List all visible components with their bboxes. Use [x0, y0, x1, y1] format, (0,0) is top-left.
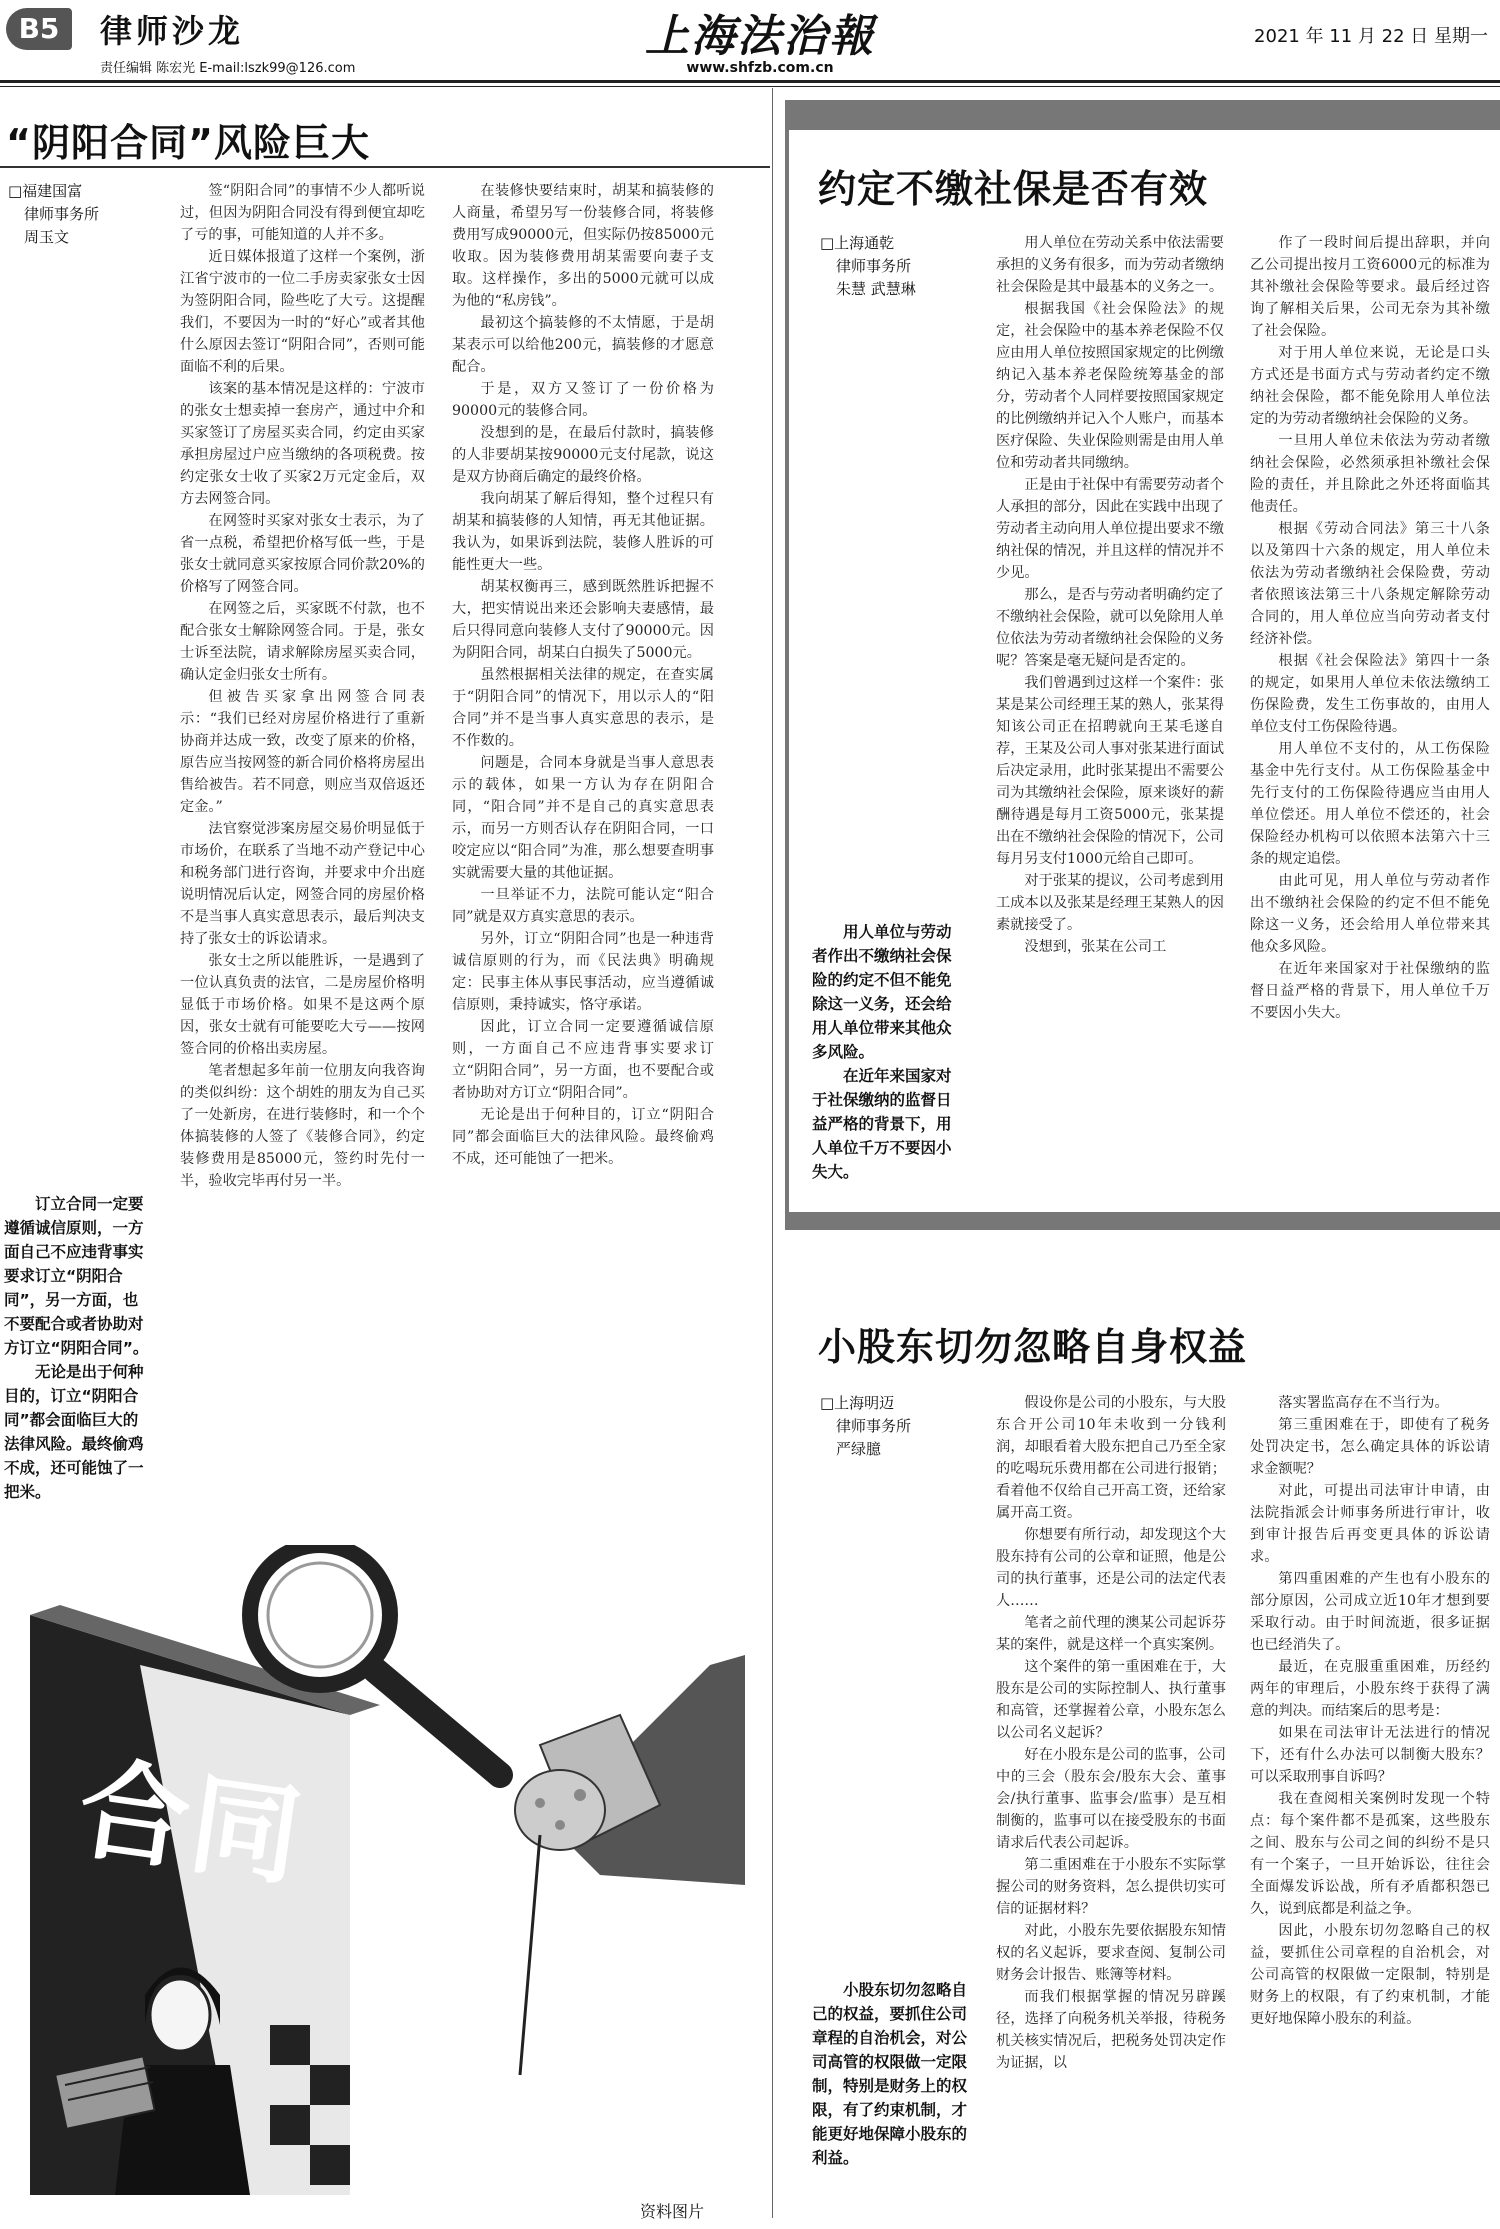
article2-gray-bottom — [785, 1212, 1500, 1230]
paragraph: 无论是出于何种目的，订立“阴阳合同”都会面临巨大的法律风险。最终偷鸡不成，还可能蚀了一把米。 — [452, 1107, 714, 1167]
article3-pull-quote — [812, 1978, 967, 2170]
paragraph: 用人单位不支付的，从工伤保险基金中先行支付。从工伤保险基金中先行支付的工伤保险待遇应当由用人单位偿还。用人单位不偿还的，社会保险经办机构可以依照本法第六十三条的规定追偿。 — [1250, 741, 1490, 867]
paragraph: 对于用人单位来说，无论是口头方式还是书面方式与劳动者约定不缴纳社会保险，都不能免除用人单位法定的为劳动者缴纳社会保险的义务。 — [1250, 345, 1490, 427]
paragraph: 假设你是公司的小股东，与大股东合开公司10年未收到一分钱利润，却眼看着大股东把自己乃至全家的吃喝玩乐费用都在公司进行报销；看着他不仅给自己开高工资，还给家属开高工资。 — [996, 1395, 1226, 1521]
paragraph: 没想到的是，在最后付款时，搞装修的人非要胡某按90000元支付尾款，说这是双方协商后确定的最终价格。 — [452, 425, 714, 485]
paragraph: 一旦举证不力，法院可能认定“阳合同”就是双方真实意思的表示。 — [452, 887, 714, 925]
paragraph: 根据《社会保险法》第四十一条的规定，如果用人单位未依法缴纳工伤保险费，发生工伤事故的，由用人单位支付工伤保险待遇。 — [1250, 653, 1490, 735]
paragraph: 笔者之前代理的澳某公司起诉芬某的案件，就是这样一个真实案例。 — [996, 1615, 1226, 1653]
paragraph: 法官察觉涉案房屋交易价明显低于市场价，在联系了当地不动产登记中心和税务部门进行咨询，并要求中介出庭说明情况后认定，网签合同的房屋价格不是当事人真实意思表示，最后判决支持了张女士的诉讼请求。 — [180, 821, 425, 947]
article3-column-1 — [996, 1392, 1226, 2222]
illustration-contract-text: 合同 — [70, 1743, 311, 1902]
paragraph: 你想要有所行动，却发现这个大股东持有公司的公章和证照，他是公司的执行董事，还是公司的法定代表人…… — [996, 1527, 1226, 1609]
article1-title-rule — [0, 166, 770, 168]
paragraph: 笔者想起多年前一位朋友向我咨询的类似纠纷：这个胡姓的朋友为自己买了一处新房，在进行装修时，和一个个体搞装修的人签了《装修合同》，约定装修费用是85000元，签约时先付一半，验收完毕再付另一半。 — [180, 1063, 425, 1189]
paragraph: 于是，双方又签订了一份价格为90000元的装修合同。 — [452, 381, 714, 419]
paragraph: 一旦用人单位未依法为劳动者缴纳社会保险，必然须承担补缴社会保险的责任，并且除此之外还将面临其他责任。 — [1250, 433, 1490, 515]
paragraph: 因此，订立合同一定要遵循诚信原则，一方面自己不应违背事实要求订立“阴阳合同”，另一方面，也不要配合或者协助对方订立“阴阳合同”。 — [452, 1019, 714, 1101]
article2-gray-bar — [785, 100, 1500, 130]
article2-headline: 约定不缴社保是否有效 — [818, 167, 1209, 211]
pull-quote-paragraph: 小股东切勿忽略自己的权益，要抓住公司章程的自治机会，对公司高管的权限做一定限制，特别是财务上的权限，有了约束机制，才能更好地保障小股东的利益。 — [812, 1981, 968, 2167]
paragraph: 在网签之后，买家既不付款，也不配合张女士解除网签合同。于是，张女士诉至法院，请求解除房屋买卖合同，确认定金归张女士所有。 — [180, 601, 425, 683]
paragraph: 我向胡某了解后得知，整个过程只有胡某和搞装修的人知情，再无其他证据。我认为，如果诉到法院，装修人胜诉的可能性更大一些。 — [452, 491, 714, 573]
author-name: 严绿臆 — [836, 1440, 882, 1458]
article2-byline — [820, 232, 1020, 301]
paragraph: 这个案件的第一重困难在于，大股东是公司的实际控制人、执行董事和高管，还掌握着公章，小股东怎么以公司名义起诉？ — [996, 1659, 1226, 1741]
author-org-2: 律师事务所 — [836, 1417, 912, 1435]
paragraph: 最近，在克服重重困难，历经约两年的审理后，小股东终于获得了满意的判决。而结案后的思考是： — [1250, 1659, 1490, 1719]
paragraph: 问题是，合同本身就是当事人意思表示的载体，如果一方认为存在阴阳合同，“阳合同”并不是自己的真实意思表示，而另一方则否认存在阴阳合同，一口咬定应以“阳合同”为准，那么想要查明事实就需要大量的其他证据。 — [452, 755, 714, 881]
newspaper-logo: 上海法治報 — [645, 11, 875, 62]
paragraph: 我在查阅相关案例时发现一个特点：每个案件都不是孤案，这些股东之间、股东与公司之间的纠纷不是只有一个案子，一旦开始诉讼，往往会全面爆发诉讼战，所有矛盾都积怨已久，说到底都是利益之争。 — [1250, 1791, 1490, 1917]
paragraph: 虽然根据相关法律的规定，在查实属于“阴阳合同”的情况下，用以示人的“阳合同”并不是当事人真实意思的表示，是不作数的。 — [452, 667, 714, 749]
author-org: □福建国富 — [8, 182, 83, 200]
paragraph: 第四重困难的产生也有小股东的部分原因，公司成立近10年才想到要采取行动。由于时间流逝，很多证据也已经消失了。 — [1250, 1571, 1490, 1653]
paragraph: 在网签时买家对张女士表示，为了省一点税，希望把价格写低一些，于是张女士就同意买家按原合同价款20%的价格写了网签合同。 — [180, 513, 425, 595]
page-number-badge: B5 — [6, 8, 72, 50]
article3-headline: 小股东切勿忽略自身权益 — [818, 1325, 1248, 1369]
paragraph: 最初这个搞装修的不太情愿，于是胡某表示可以给他200元，搞装修的才愿意配合。 — [452, 315, 714, 375]
paragraph: 用人单位在劳动关系中依法需要承担的义务有很多，而为劳动者缴纳社会保险是其中最基本的义务之一。 — [996, 235, 1224, 295]
paragraph: 对此，可提出司法审计申请，由法院指派会计师事务所进行审计，收到审计报告后再变更具体的诉讼请求。 — [1250, 1483, 1490, 1565]
article2-column-1 — [996, 232, 1224, 1112]
section-title: 律师沙龙 — [100, 12, 245, 50]
paragraph: 第二重困难在于小股东不实际掌握公司的财务资料，怎么提供切实可信的证据材料？ — [996, 1857, 1226, 1917]
article3-column-2 — [1250, 1392, 1490, 2222]
article3-byline — [820, 1392, 1020, 1461]
paragraph: 胡某权衡再三，感到既然胜诉把握不大，把实情说出来还会影响夫妻感情，最后只得同意向装修人支付了90000元。因为阴阳合同，胡某白白损失了5000元。 — [452, 579, 714, 661]
author-org-2: 律师事务所 — [24, 205, 100, 223]
pull-quote-paragraph: 用人单位与劳动者作出不缴纳社会保险的约定不但不能免除这一义务，还会给用人单位带来其他众多风险。 — [812, 923, 952, 1061]
column-divider — [772, 88, 773, 2218]
author-name: 周玉文 — [24, 228, 70, 246]
paragraph: 根据我国《社会保险法》的规定，社会保险中的基本养老保险不仅应由用人单位按照国家规定的比例缴纳记入基本养老保险统筹基金的部分，劳动者个人同样要按照国家规定的比例缴纳并记入个人账户，而基本医疗保险、失业保险则需是由用人单位和劳动者共同缴纳。 — [996, 301, 1224, 471]
page-header — [0, 0, 1500, 80]
paragraph: 张女士之所以能胜诉，一是遇到了一位认真负责的法官，二是房屋价格明显低于市场价格。如果不是这两个原因，张女士就有可能要吃大亏——按网签合同的价格出卖房屋。 — [180, 953, 425, 1057]
paragraph: 但被告买家拿出网签合同表示：“我们已经对房屋价格进行了重新协商并达成一致，改变了原来的价格，原告应当按网签的新合同价格将房屋出售给被告。若不同意，则应当双倍返还定金。” — [180, 689, 425, 815]
article1-column-2 — [452, 180, 714, 1530]
article1-byline — [8, 180, 168, 249]
author-org: □上海通乾 — [820, 234, 895, 252]
article2-pull-quote — [812, 920, 964, 1184]
header-rule-thin — [0, 86, 1500, 87]
author-org-2: 律师事务所 — [836, 257, 912, 275]
article1-column-1 — [180, 180, 425, 1530]
hand-icon — [515, 1655, 745, 2075]
paragraph: 在装修快要结束时，胡某和搞装修的人商量，希望另写一份装修合同，将装修费用写成90000元，但实际仍按85000元收取。因为装修费用胡某需要向妻子支取。这样操作，多出的5000元就可以成为他的“私房钱”。 — [452, 183, 714, 309]
paragraph: 那么，是否与劳动者明确约定了不缴纳社会保险，就可以免除用人单位依法为劳动者缴纳社会保险的义务呢？答案是毫无疑问是否定的。 — [996, 587, 1224, 669]
header-rule — [0, 80, 1500, 83]
paragraph: 我们曾遇到过这样一个案件：张某是某公司经理王某的熟人，张某得知该公司正在招聘就向王某毛遂自荐，王某及公司人事对张某进行面试后决定录用，此时张某提出不需要公司为其缴纳社会保险，原来谈好的薪酬待遇是每月工资5000元，张某提出在不缴纳社会保险的情况下，公司每月另支付1000元给自己即可。 — [996, 675, 1224, 867]
paragraph: 好在小股东是公司的监事，公司中的三会（股东会/股东大会、董事会/执行董事、监事会/监事）是互相制衡的，监事可以在接受股东的书面请求后代表公司起诉。 — [996, 1747, 1226, 1851]
paragraph: 对于张某的提议，公司考虑到用工成本以及张某是经理王某熟人的因素就接受了。 — [996, 873, 1224, 933]
article1-headline: “阴阳合同”风险巨大 — [6, 121, 370, 165]
article1-pull-quote — [4, 1192, 152, 1504]
paragraph: 该案的基本情况是这样的：宁波市的张女士想卖掉一套房产，通过中介和买家签订了房屋买卖合同，约定由买家承担房屋过户应当缴纳的各项税费。按约定张女士收了买家2万元定金后，双方去网签合同。 — [180, 381, 425, 507]
paragraph: 对此，小股东先要依据股东知情权的名义起诉，要求查阅、复制公司财务会计报告、账簿等材料。 — [996, 1923, 1226, 1983]
website-url[interactable]: www.shfzb.com.cn — [686, 60, 834, 76]
paragraph: 根据《劳动合同法》第三十八条以及第四十六条的规定，用人单位未依法为劳动者缴纳社会保险费，劳动者依照该法第三十八条规定解除劳动合同的，用人单位应当向劳动者支付经济补偿。 — [1250, 521, 1490, 647]
paragraph: 落实署监高存在不当行为。 — [1278, 1395, 1449, 1411]
paragraph: 近日媒体报道了这样一个案例，浙江省宁波市的一位二手房卖家张女士因为签阴阳合同，险些吃了大亏。这提醒我们，不要因为一时的“好心”或者其他什么原因去签订“阴阳合同”，否则可能面临不利的后果。 — [180, 249, 425, 375]
paragraph: 另外，订立“阴阳合同”也是一种违背诚信原则的行为，而《民法典》明确规定：民事主体从事民事活动，应当遵循诚信原则，秉持诚实，恪守承诺。 — [452, 931, 714, 1013]
author-name: 朱慧 武慧琳 — [836, 280, 916, 298]
article2-column-2 — [1250, 232, 1490, 1112]
paragraph: 因此，小股东切勿忽略自己的权益，要抓住公司章程的自治机会，对公司高管的权限做一定限制，特别是财务上的权限，有了约束机制，才能更好地保障小股东的利益。 — [1250, 1923, 1490, 2027]
paragraph: 由此可见，用人单位与劳动者作出不缴纳社会保险的约定不但不能免除这一义务，还会给用人单位带来其他众多风险。 — [1250, 873, 1490, 955]
pull-quote-paragraph: 订立合同一定要遵循诚信原则，一方面自己不应违背事实要求订立“阴阳合同”，另一方面，也不要配合或者协助对方订立“阴阳合同”。 — [4, 1195, 149, 1357]
paragraph: 而我们根据掌握的情况另辟蹊径，选择了向税务机关举报，待税务机关核实情况后，把税务处罚决定作为证据，以 — [996, 1989, 1226, 2071]
issue-date: 2021 年 11 月 22 日 星期一 — [1254, 26, 1488, 47]
pull-quote-paragraph: 在近年来国家对于社保缴纳的监督日益严格的背景下，用人单位千万不要因小失大。 — [812, 1067, 952, 1181]
author-org: □上海明迈 — [820, 1394, 895, 1412]
article2-gray-side — [785, 100, 789, 1230]
paragraph: 第三重困难在于，即使有了税务处罚决定书，怎么确定具体的诉讼请求金额呢？ — [1250, 1417, 1490, 1477]
paragraph: 作了一段时间后提出辞职，并向乙公司提出按月工资6000元的标准为其补缴社会保险等要求。最后经过咨询了解相关后果，公司无奈为其补缴了社会保险。 — [1250, 235, 1490, 339]
paragraph: 在近年来国家对于社保缴纳的监督日益严格的背景下，用人单位千万不要因小失大。 — [1250, 961, 1490, 1021]
illustration — [20, 1545, 745, 2195]
illustration-caption: 资料图片 — [640, 2202, 705, 2221]
paragraph: 如果在司法审计无法进行的情况下，还有什么办法可以制衡大股东？可以采取刑事自诉吗？ — [1250, 1725, 1490, 1785]
paragraph: 正是由于社保中有需要劳动者个人承担的部分，因此在实践中出现了劳动者主动向用人单位提出要求不缴纳社保的情况，并且这样的情况并不少见。 — [996, 477, 1224, 581]
editor-line: 责任编辑 陈宏光 E-mail:lszk99@126.com — [100, 61, 356, 76]
paragraph: 没想到，张某在公司工 — [1024, 939, 1167, 955]
paragraph: 签“阴阳合同”的事情不少人都听说过，但因为阴阳合同没有得到便宜却吃了亏的事，可能知道的人并不多。 — [180, 183, 425, 243]
pull-quote-paragraph: 无论是出于何种目的，订立“阴阳合同”都会面临巨大的法律风险。最终偷鸡不成，还可能蚀了一把米。 — [4, 1363, 144, 1501]
